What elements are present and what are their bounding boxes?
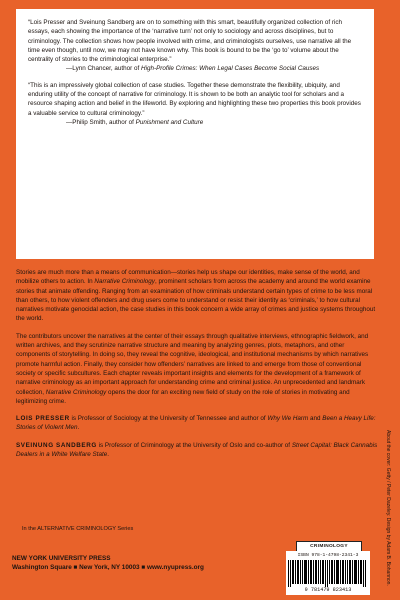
bio-text: is Professor of Sociology at the University of Tennessee and author of [69,415,268,423]
attribution-author: —Philip Smith, author of [66,118,136,126]
quote-text: “Lois Presser and Sveinung Sandberg are on to something with this smart, beautifully organized collection of rich essays, each showing the importance of the ‘narrative turn’ not only to sociology and across disciplines, but to criminology. The collection shows how people involved with crime, and criminologists ourselves, use narrative all the time even though, until now, we may not have known why. This book is bound to be the ‘go to’ volume about the centrality of stories to the criminological enterprise.” [28,19,352,64]
description-paragraph [16,332,378,406]
quote-attribution [66,64,364,73]
attribution-author: —Lynn Chancer, author of [66,65,142,73]
isbn-label: ISBN 978-1-4798-2341-3 [297,553,359,558]
bio-text: and [308,415,323,423]
book-description [16,268,378,467]
description-text: Stories are much more than a means of communication—stories help us shape our identities, make sense of the world, and mobilize others to action. In [16,269,360,286]
description-text: The contributors uncover the narratives at the center of their essays through qualitative interviews, ethnographic fieldwork, and written archives, and they scrutinize narrative structure and meaning by analyzing genres, plots, metaphors, and other components of storytelling. In doing so, they reveal the cognitive, ideological, and institutional mechanisms by which narratives promote harmful action. Finally, they consider how offenders’ narratives are linked to and emerge from those of conventional society or specific subcultures. Each chapter reveals important insights and elements for the development of a framework of narrative criminology as an important approach for understanding crime and criminal justice. An unprecedented and landmark collection, [16,332,369,396]
publisher-block [12,555,204,572]
bio-work: Street Capital: Black Cannabis Dealers in a White Welfare State [16,441,378,459]
bio-text: . [107,451,109,459]
endorsements-box [16,9,374,259]
bio-text: is Professor of Criminology at the University of Oslo and co-author of [96,441,292,449]
attribution-work: Punishment and Culture [135,118,204,126]
description-text: opens the door for an exciting new field of study on the role of stories in motivating and legitimizing crime. [16,388,350,405]
bio-text: . [77,424,80,432]
bio-work: Been a Heavy Life: Stories of Violent Men [16,415,376,432]
attribution-work: High-Profile Crimes: When Legal Cases Become Social Causes [141,65,320,73]
author-name: SVEINUNG SANDBERG [16,441,97,449]
book-title-inline: Narrative Criminology [94,278,155,286]
author-bio [16,414,378,433]
category-tag: CRIMINOLOGY [296,541,362,552]
description-paragraph [16,268,378,324]
author-bio [16,441,378,460]
endorsement-quote [28,81,364,127]
barcode-number: 9 781479 823413 [304,587,352,593]
quote-attribution [66,118,364,127]
book-title-inline: Narrative Criminology [45,388,107,396]
publisher-address: Washington Square ■ New York, NY 10003 ■ www.nyupress.org [12,563,204,571]
series-line: In the ALTERNATIVE CRIMINOLOGY Series [22,526,134,532]
barcode-icon [288,560,368,587]
endorsement-quote [28,18,364,74]
publisher-name: NEW YORK UNIVERSITY PRESS [12,555,111,562]
cover-credit: About the cover: Getty / Peter Dazeley. Design by Adam B. Bohannon. [385,430,391,586]
author-name: LOIS PRESSER [16,415,70,423]
barcode-block [286,551,370,595]
bio-work: Why We Harm [267,415,309,423]
quote-text: “This is an impressively global collection of case studies. Together these demonstrate the flexibility, ubiquity, and enduring utility of the concept of narrative for criminology. It is shown to be both an analytic tool for scholars and a resource shaping action and belief in the lifeworld. By exploring and highlighting these two properties this book provides a valuable service to cultural criminology.” [28,81,361,117]
description-text: , prominent scholars from across the academy and around the world examine stories that animate offending. Ranging from an examination of how criminals understand certain types of crime to be less moral than others, to how violent offenders and drug users come to understand or resist their identity as ‘criminals,’ to how cultural narratives motivate genocidal action, the case studies in this book concern a wide array of crimes and justice systems throughout the world. [16,278,376,323]
